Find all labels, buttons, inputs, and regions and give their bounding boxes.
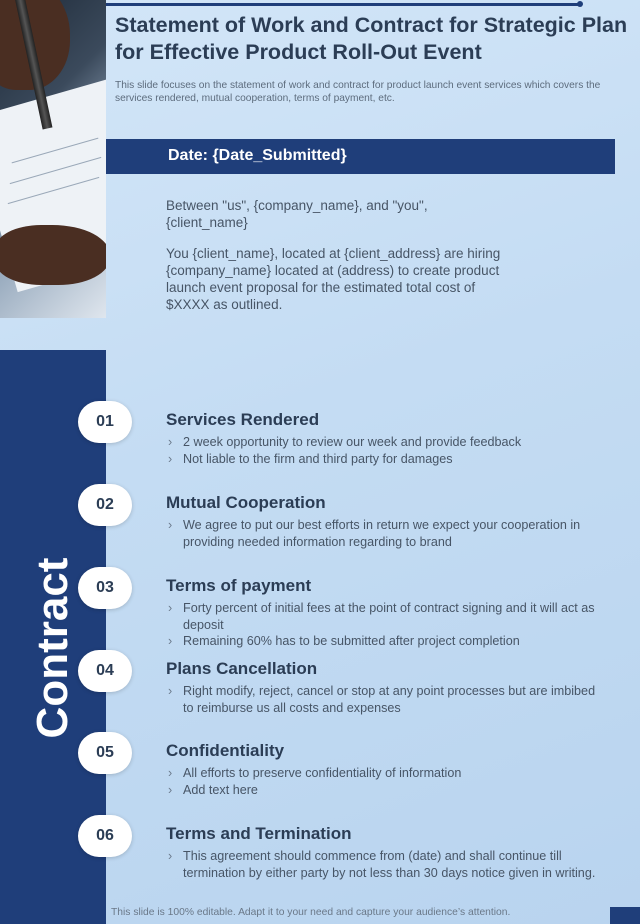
bullet-text: This agreement should commence from (date) and shall continue till termination by either party by not less than 30 days notice given in writing. (183, 849, 596, 880)
top-rule (106, 3, 580, 6)
section-number-badge: 04 (78, 650, 132, 692)
section-bullets (166, 683, 608, 716)
chevron-right-icon: › (168, 766, 173, 780)
chevron-right-icon: › (168, 684, 173, 698)
section-title: Terms and Termination (166, 824, 352, 843)
bullet-text: 2 week opportunity to review our week and provide feedback (183, 435, 522, 449)
chevron-right-icon: › (168, 849, 173, 863)
chevron-right-icon: › (168, 451, 173, 466)
hand-bottom (0, 225, 106, 285)
bullet-item (166, 517, 608, 550)
section-number-badge: 03 (78, 567, 132, 609)
bullet-text: Add text here (183, 782, 258, 797)
bullet-text: Not liable to the firm and third party for damages (183, 451, 453, 466)
bullet-item (166, 451, 608, 468)
section-bullets (166, 765, 608, 798)
corner-box (610, 907, 640, 924)
page-title: Statement of Work and Contract for Strategic Plan for Effective Product Roll-Out Event (115, 13, 628, 64)
section-bullets (166, 848, 608, 881)
bullet-item (166, 633, 608, 650)
intro-between: Between "us", {company_name}, and "you", {client_name} (166, 198, 428, 230)
bullet-item (166, 600, 608, 633)
section-title: Mutual Cooperation (166, 493, 326, 512)
section-title: Confidentiality (166, 741, 285, 760)
bullet-text: All efforts to preserve confidentiality of information (183, 766, 462, 780)
bullet-text: We agree to put our best efforts in return we expect your cooperation in providing needed information regarding to brand (183, 518, 581, 549)
bullet-item (166, 848, 608, 881)
bullet-text: Forty percent of initial fees at the point of contract signing and it will act as deposit (183, 601, 595, 632)
section-bullets (166, 517, 608, 550)
chevron-right-icon: › (168, 634, 173, 648)
bullet-text: Remaining 60% has to be submitted after project completion (183, 634, 520, 648)
bullet-item (166, 765, 608, 782)
page-subtitle: This slide focuses on the statement of work and contract for product launch event services which covers the services rendered, mutual cooperation, terms of payment, etc. (115, 80, 601, 104)
top-rule-dot (577, 1, 583, 7)
section-number-badge: 02 (78, 484, 132, 526)
bullet-item (166, 683, 608, 716)
section-bullets (166, 434, 608, 467)
section-bullets (166, 600, 608, 650)
section-number-badge: 05 (78, 732, 132, 774)
bullet-item (166, 434, 608, 451)
date-label: Date: {Date_Submitted} (168, 147, 347, 164)
chevron-right-icon: › (168, 782, 173, 797)
section-title: Services Rendered (166, 410, 320, 429)
chevron-right-icon: › (168, 435, 173, 449)
section-title: Plans Cancellation (166, 659, 318, 678)
footer-note: This slide is 100% editable. Adapt it to your need and capture your audience’s attention. (111, 907, 511, 918)
side-label: Contract (28, 557, 77, 739)
section-number-badge: 06 (78, 815, 132, 857)
bullet-item (166, 782, 608, 799)
chevron-right-icon: › (168, 601, 173, 615)
section-title: Terms of payment (166, 576, 312, 595)
signing-photo (0, 0, 106, 318)
section-number-badge: 01 (78, 401, 132, 443)
bullet-text: Right modify, reject, cancel or stop at any point processes but are imbibed to reimburse us all costs and expenses (183, 684, 596, 715)
intro-body: You {client_name}, located at {client_address} are hiring {company_name} located at (address) to create product launch event proposal for the estimated total cost of $XXXX as outlined. (166, 246, 501, 312)
chevron-right-icon: › (168, 518, 173, 532)
